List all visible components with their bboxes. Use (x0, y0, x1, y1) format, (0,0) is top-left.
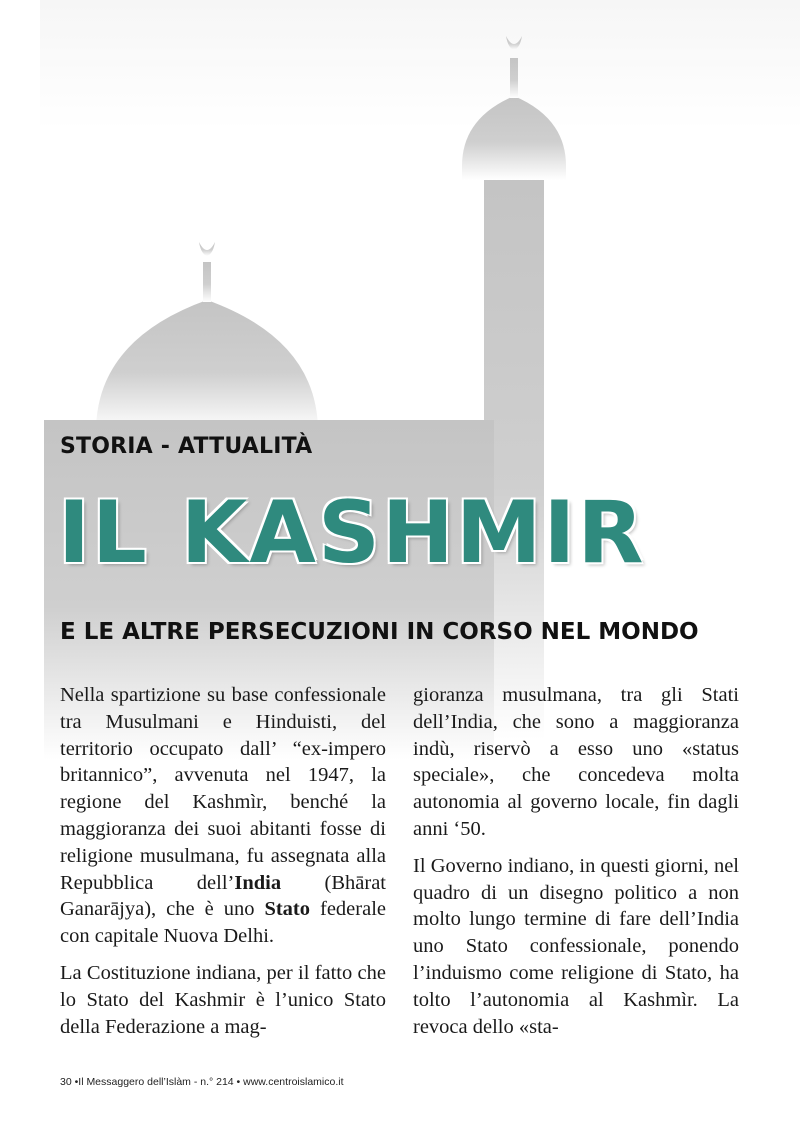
page-subtitle: E LE ALTRE PERSECUZIONI IN CORSO NEL MONDO (60, 619, 699, 645)
text-run: Nella spartizione su base confessionale tra Musulmani e Hinduisti, del territorio occupato dall’ “ex-impero britannico”, avvenuta nel 1947, la regione del Kashmìr, benché la maggioranza dei suoi abitanti fosse di religione musulmana, fu assegnata alla Repubblica dell’ (60, 684, 386, 894)
page-title: IL KASHMIR (58, 483, 646, 583)
bold-text: Stato (264, 898, 310, 921)
text-run: (Bhārat Ganarājya), che è uno (60, 871, 386, 921)
article-column-left (60, 682, 386, 1050)
article-column-right (413, 682, 739, 1050)
paragraph: La Costituzione indiana, per il fatto che lo Stato del Kashmir è l’unico Stato della Federazione a mag- (60, 961, 386, 1038)
bold-text: India (234, 871, 282, 894)
paragraph: Il Governo indiano, in questi giorni, nel quadro di un disegno politico a non molto lungo termine di fare dell’India uno Stato confessionale, ponendo l’induismo come religione di Stato, ha tolto l’autonomia al Kashmìr. La revoca dello «sta- (413, 854, 739, 1038)
text-run: federale con capitale Nuova Delhi. (60, 898, 386, 948)
paragraph (60, 682, 386, 950)
page-footer: 30 •Il Messaggero dell’Islàm - n.° 214 • www.centroislamico.it (60, 1076, 344, 1088)
section-label: STORIA - ATTUALITÀ (60, 434, 313, 459)
paragraph: gioranza musulmana, tra gli Stati dell’India, che sono a maggioranza indù, riservò a esso uno «status speciale», che concedeva molta autonomia al governo locale, fin dagli anni ‘50. (413, 684, 739, 840)
